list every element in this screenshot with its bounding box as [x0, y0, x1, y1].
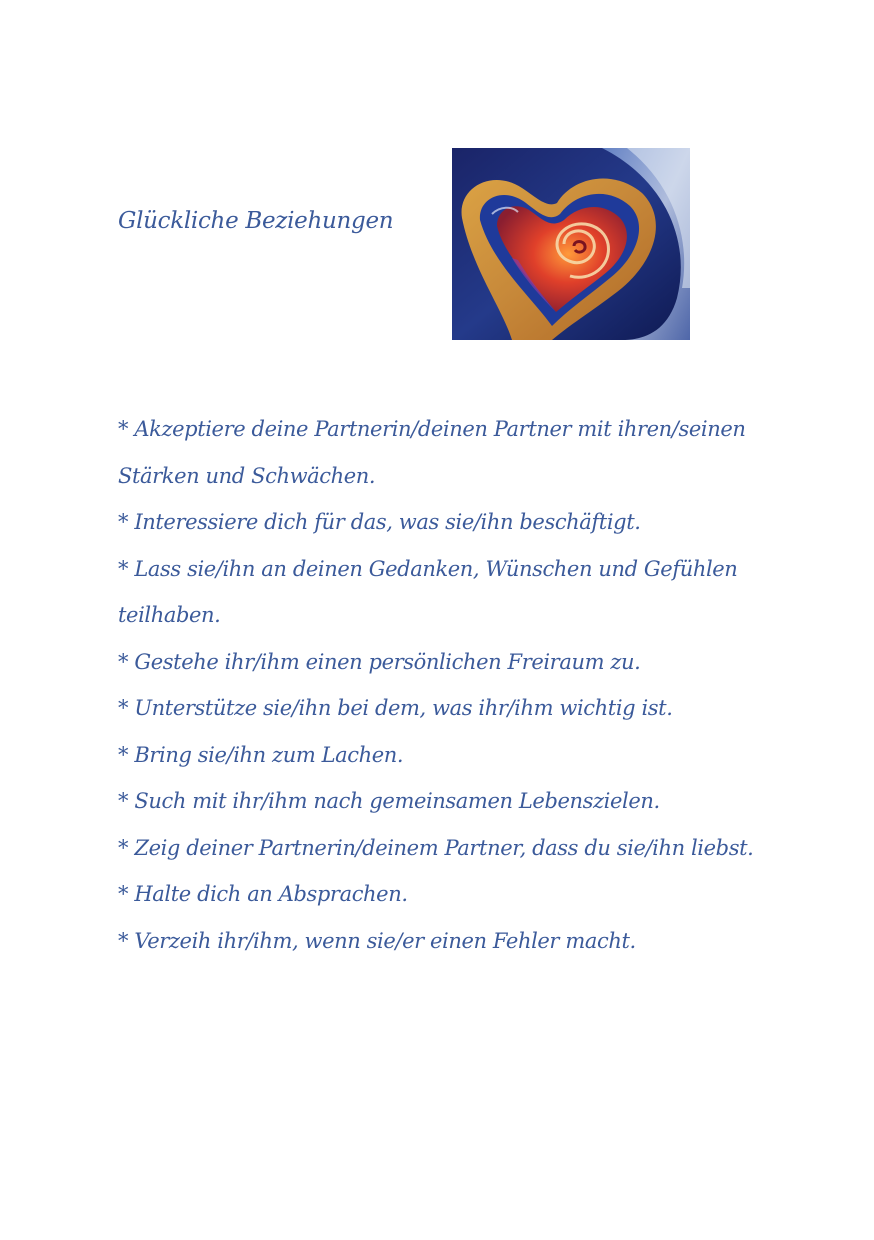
list-item: * Gestehe ihr/ihm einen persönlichen Freiraum zu. — [118, 649, 641, 674]
list-item: * Halte dich an Absprachen. — [118, 882, 408, 906]
list-item: * Unterstütze sie/ihn bei dem, was ihr/ihm wichtig ist. — [118, 696, 673, 720]
list-item: * Bring sie/ihn zum Lachen. — [118, 742, 404, 767]
list-item: * Zeig deiner Partnerin/deinem Partner, dass du sie/ihn liebst. — [118, 835, 754, 860]
list-item: * Akzeptiere deine Partnerin/deinen Partner mit ihren/seinen Stärken und Schwächen. — [118, 417, 746, 488]
list-item: * Lass sie/ihn an deinen Gedanken, Wünschen und Gefühlen teilhaben. — [118, 556, 738, 627]
advice-list — [118, 406, 758, 964]
list-item: * Verzeih ihr/ihm, wenn sie/er einen Fehler macht. — [118, 928, 636, 953]
heart-spiral-painting-icon — [452, 148, 690, 340]
list-item: * Such mit ihr/ihm nach gemeinsamen Lebenszielen. — [118, 789, 660, 813]
list-item: * Interessiere dich für das, was sie/ihn beschäftigt. — [118, 510, 641, 534]
page-title: Glückliche Beziehungen — [118, 208, 394, 234]
